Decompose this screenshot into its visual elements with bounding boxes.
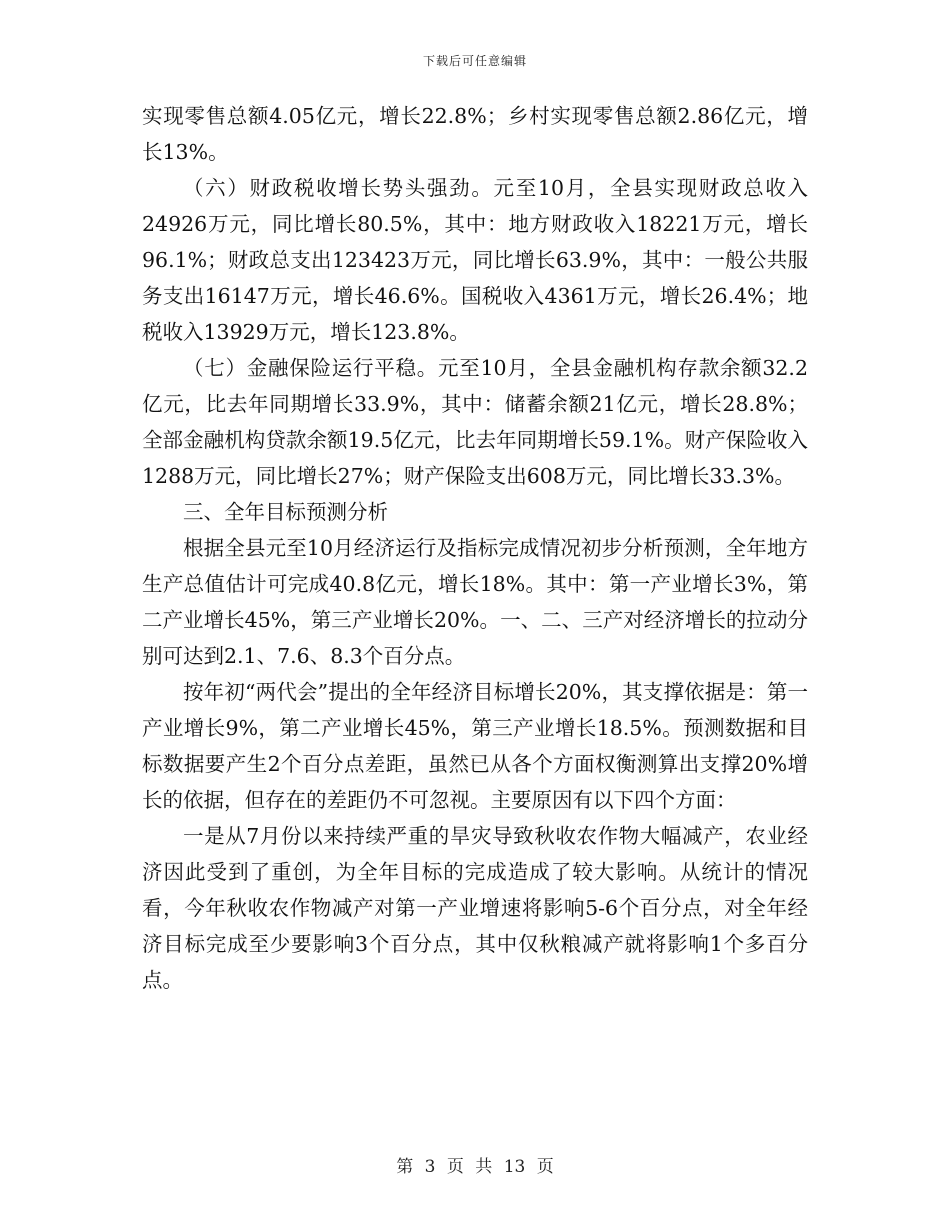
paragraph-gdp-forecast: 根据全县元至10月经济运行及指标完成情况初步分析预测，全年地方生产总值估计可完成40.8亿元，增长18%。其中：第一产业增长3%，第二产业增长45%，第三产业增长20%。一、二、三产对经济增长的拉动分别可达到2.1、7.6、8.3个百分点。 <box>142 536 808 668</box>
section-heading-annual-forecast: 三、全年目标预测分析 <box>183 500 388 524</box>
page-number: 第 3 页 共 13 页 <box>396 1157 554 1177</box>
paragraph-target-gap: 按年初“两代会”提出的全年经济目标增长20%，其支撑依据是：第一产业增长9%，第二产业增长45%，第三产业增长18.5%。预测数据和目标数据要产生2个百分点差距，虽然已从各个方面权衡测算出支撑20%增长的依据，但存在的差距仍不可忽视。主要原因有以下四个方面： <box>142 680 808 812</box>
document-body <box>142 98 808 998</box>
paragraph-fiscal-revenue: （六）财政税收增长势头强劲。元至10月，全县实现财政总收入24926万元，同比增长80.5%，其中：地方财政收入18221万元，增长96.1%；财政总支出123423万元，同比增长63.9%，其中：一般公共服务支出16147万元，增长46.6%。国税收入4361万元，增长26.4%；地税收入13929万元，增长123.8%。 <box>142 176 808 344</box>
paragraph-finance-insurance: （七）金融保险运行平稳。元至10月，全县金融机构存款余额32.2亿元，比去年同期增长33.9%，其中：储蓄余额21亿元，增长28.8%；全部金融机构贷款余额19.5亿元，比去年同期增长59.1%。财产保险收入1288万元，同比增长27%；财产保险支出608万元，同比增长33.3%。 <box>142 356 808 488</box>
page-header: 下载后可任意编辑 <box>422 54 527 68</box>
paragraph-retail-sales: 实现零售总额4.05亿元，增长22.8%；乡村实现零售总额2.86亿元，增长13%。 <box>142 104 808 164</box>
paragraph-drought-impact: 一是从7月份以来持续严重的旱灾导致秋收农作物大幅减产，农业经济因此受到了重创，为全年目标的完成造成了较大影响。从统计的情况看，今年秋收农作物减产对第一产业增速将影响5-6个百分点，对全年经济目标完成至少要影响3个百分点，其中仅秋粮减产就将影响1个多百分点。 <box>142 824 808 992</box>
